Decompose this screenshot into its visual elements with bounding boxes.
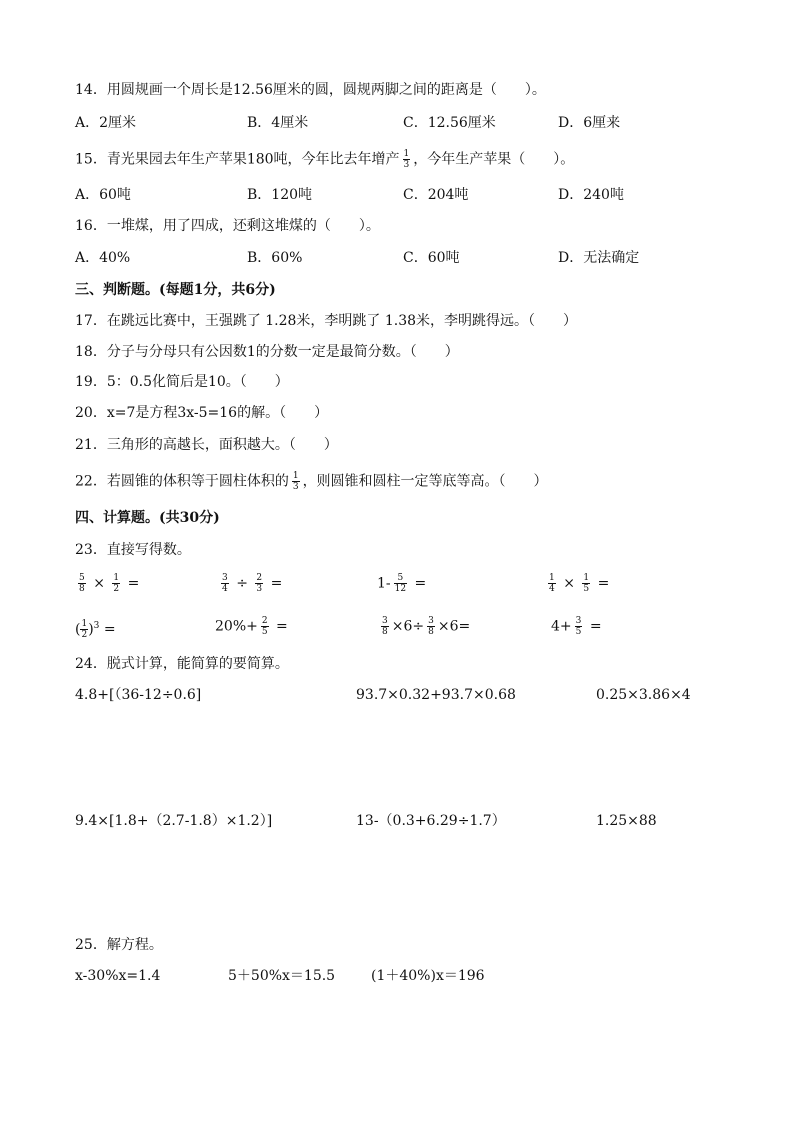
q15-option-a: A．60吨 — [75, 187, 131, 203]
question-19: 19．5：0.5化简后是10。（ ） — [75, 374, 289, 390]
q15-stem-before: 15．青光果园去年生产苹果180吨，今年比去年增产 — [75, 151, 400, 168]
q23-expr-7: $\frac{3}{8}$ ×6÷ $\frac{3}{8}$ ×6= — [382, 616, 471, 637]
q15-option-d: D．240吨 — [558, 187, 624, 203]
q16-option-a: A．40% — [75, 250, 131, 266]
q23-expr-8: 4+ $\frac{3}{5}$ = — [551, 616, 602, 637]
q14-option-d: D．6厘来 — [558, 115, 621, 131]
section-4-heading: 四、计算题。(共30分) — [75, 510, 220, 526]
q24-expr-5: 13-（0.3+6.29÷1.7） — [356, 813, 506, 829]
section-3-heading: 三、判断题。(每题1分，共6分) — [75, 282, 276, 298]
question-24-title: 24．脱式计算，能简算的要简算。 — [75, 656, 289, 672]
q23-expr-1: $\frac{5}{8}$ × $\frac{1}{2}$ = — [79, 573, 140, 594]
q25-equation-1: x-30%x=1.4 — [75, 968, 161, 984]
q24-expr-3: 0.25×3.86×4 — [596, 687, 691, 703]
q23-expr-4: $\frac{1}{4}$ × $\frac{1}{5}$ = — [549, 573, 610, 594]
q14-option-c: C．12.56厘米 — [403, 115, 496, 131]
q24-expr-1: 4.8+[（36-12÷0.6] — [75, 687, 202, 703]
question-25-title: 25．解方程。 — [75, 937, 163, 953]
q16-option-c: C．60吨 — [403, 250, 460, 266]
q15-option-c: C．204吨 — [403, 187, 469, 203]
q23-expr-2: $\frac{3}{4}$ ÷ $\frac{2}{3}$ = — [222, 573, 283, 594]
question-16: 16．一堆煤，用了四成，还剩这堆煤的（ ）。 — [75, 218, 380, 234]
question-23-title: 23．直接写得数。 — [75, 542, 191, 558]
q25-equation-3: (1＋40%)x＝196 — [371, 968, 485, 984]
q16-option-d: D．无法确定 — [558, 250, 640, 266]
q16-option-b: B．60% — [247, 250, 303, 266]
question-21: 21．三角形的高越长，面积越大。（ ） — [75, 437, 338, 453]
q25-equation-2: 5＋50%x＝15.5 — [228, 968, 336, 984]
question-20: 20．x=7是方程3x-5=16的解。（ ） — [75, 405, 329, 421]
question-18: 18．分子与分母只有公因数1的分数一定是最简分数。（ ） — [75, 344, 459, 360]
question-15 — [75, 149, 574, 170]
q24-expr-6: 1.25×88 — [596, 813, 657, 829]
q15-option-b: B．120吨 — [247, 187, 313, 203]
q23-expr-6: 20%+ $\frac{2}{5}$ = — [215, 616, 288, 637]
question-17: 17．在跳远比赛中，王强跳了 1.28米，李明跳了 1.38米，李明跳得远。（ ） — [75, 313, 578, 329]
question-22: 22．若圆锥的体积等于圆柱体积的 $\frac{1}{3}$ ，则圆锥和圆柱一定等底等高。（ ） — [75, 471, 548, 492]
q23-expr-3: 1- $\frac{5}{12}$ = — [377, 573, 427, 594]
question-14: 14．用圆规画一个周长是12.56厘米的圆，圆规两脚之间的距离是（ ）。 — [75, 82, 546, 98]
q14-option-b: B．4厘米 — [247, 115, 309, 131]
q24-expr-4: 9.4×[1.8+（2.7-1.8）×1.2）] — [75, 813, 273, 829]
q14-option-a: A．2厘米 — [75, 115, 137, 131]
q15-fraction: $\frac{1}{3}$ — [403, 149, 410, 170]
q15-stem-after: ，今年生产苹果（ ）。 — [413, 151, 575, 168]
q24-expr-2: 93.7×0.32+93.7×0.68 — [356, 687, 516, 703]
q23-expr-5: ( $\frac{1}{2}$ )$^3$ = — [75, 619, 116, 641]
q22-fraction: $\frac{1}{3}$ — [292, 471, 299, 492]
